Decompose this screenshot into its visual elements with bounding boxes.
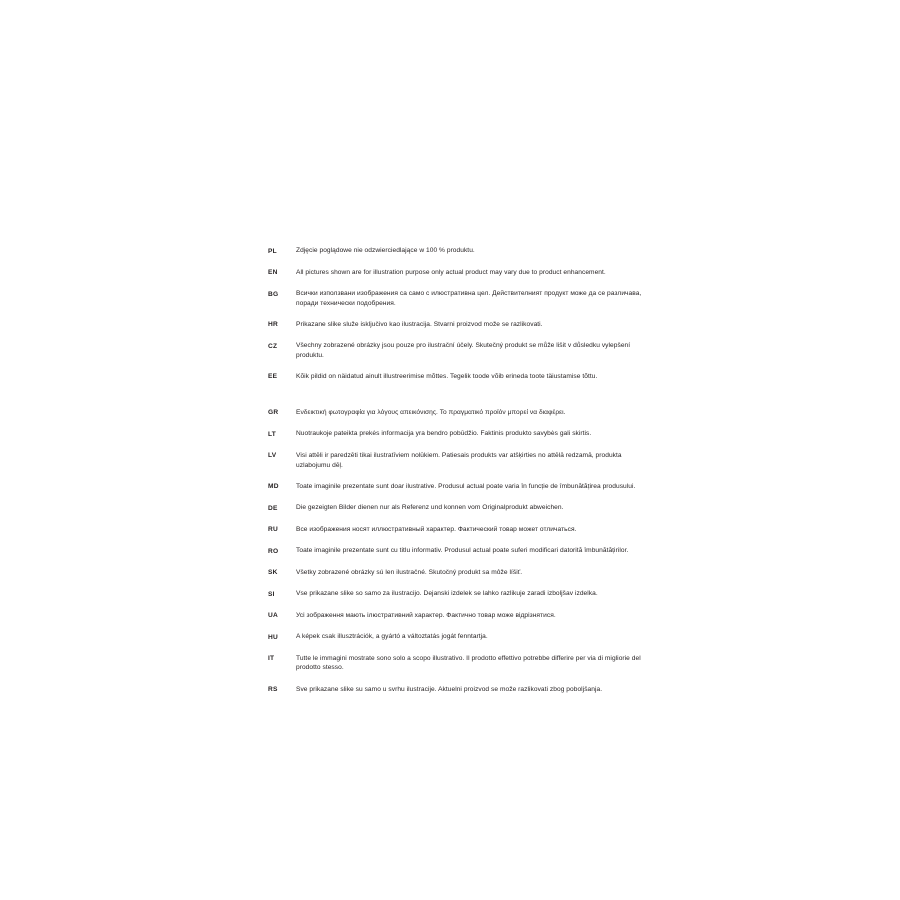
disclaimer-text: All pictures shown are for illustration purpose only actual product may vary due to product enhancement.: [296, 268, 606, 276]
disclaimer-row: [268, 372, 648, 382]
language-code: MD: [268, 483, 279, 491]
disclaimer-text: Visi attēli ir paredzēti tikai ilustratīviem nolūkiem. Patiesais produkts var atšķirties no attēlā redzamā, produkta uzlabojumu dēļ.: [296, 451, 622, 469]
disclaimer-row: [268, 525, 648, 535]
disclaimer-text: Prikazane slike služe isključivo kao ilustracija. Stvarni proizvod može se razlikovati.: [296, 320, 543, 328]
language-code: SK: [268, 569, 278, 577]
language-code: DE: [268, 504, 278, 512]
disclaimer-text: Zdjęcie poglądowe nie odzwierciedlające w 100 % produktu.: [296, 247, 475, 254]
language-code: RS: [268, 686, 278, 694]
language-code: SI: [268, 590, 275, 598]
disclaimer-row: [268, 451, 648, 470]
language-code: GR: [268, 409, 279, 417]
language-code: RO: [268, 547, 279, 555]
disclaimer-row: [268, 503, 648, 513]
disclaimer-row: [268, 568, 648, 578]
language-code: IT: [268, 655, 275, 663]
disclaimer-text: Vse prikazane slike so samo za ilustracijo. Dejanski izdelek se lahko razlikuje zaradi izboljšav izdelka.: [296, 590, 598, 598]
disclaimer-text: Všechny zobrazené obrázky jsou pouze pro ilustrační účely. Skutečný produkt se může lišit v důsledku vylepšení produktu.: [296, 342, 631, 359]
disclaimer-row: [268, 589, 648, 599]
language-code: HR: [268, 321, 278, 329]
disclaimer-row: [268, 611, 648, 621]
disclaimer-text: A képek csak illusztrációk, a gyártó a változtatás jogát fenntartja.: [296, 633, 488, 641]
language-code: RU: [268, 526, 278, 534]
disclaimer-text: Nuotraukoje pateikta prekės informacija yra bendro pobūdžio. Faktinis produkto savybės gali skirtis.: [296, 430, 592, 438]
disclaimer-text: Усі зображення мають ілюстративний характер. Фактично товар може відрізнятися.: [296, 611, 556, 619]
disclaimer-row: [268, 268, 648, 278]
language-code: EN: [268, 269, 278, 277]
disclaimer-row: [268, 246, 648, 256]
language-code: LT: [268, 430, 276, 438]
language-code: HU: [268, 633, 278, 641]
disclaimer-row: [268, 289, 648, 308]
language-code: LV: [268, 452, 277, 460]
disclaimer-text: Toate imaginile prezentate sunt doar ilustrative. Produsul actual poate varia în funcție de îmbunătățirea produsului.: [296, 482, 636, 490]
language-code: UA: [268, 612, 278, 620]
disclaimer-row: [268, 546, 648, 556]
disclaimer-row: [268, 685, 648, 695]
disclaimer-text: Все изображения носят иллюстративный характер. Фактический товар может отличаться.: [296, 525, 577, 533]
disclaimer-text: Všetky zobrazené obrázky sú len ilustračné. Skutočný produkt sa môže líšiť.: [296, 568, 523, 576]
language-code: EE: [268, 373, 278, 381]
language-code: BG: [268, 290, 279, 298]
disclaimer-text: Tutte le immagini mostrate sono solo a scopo illustrativo. Il prodotto effettivo potrebbe differire per via di migliorie del prodotto stesso.: [296, 654, 641, 672]
disclaimer-text: Ενδεικτική φωτογραφία για λόγους απεικόνισης. Το πραγματικό προϊόν μπορεί να διαφέρει.: [296, 408, 566, 416]
disclaimer-text: Sve prikazane slike su samo u svrhu ilustracije. Aktuelni proizvod se može razlikovati zbog poboljšanja.: [296, 685, 603, 693]
disclaimer-row: [268, 341, 648, 360]
language-code: CZ: [268, 342, 278, 350]
disclaimer-row: [268, 482, 648, 492]
disclaimer-row: [268, 654, 648, 673]
disclaimer-text: Всички използвани изображения са само с илюстративна цел. Действителният продукт може да се различава, поради технически подобрения.: [296, 290, 642, 307]
disclaimer-row: [268, 408, 648, 418]
disclaimer-row: [268, 429, 648, 439]
multilingual-disclaimer-list: [268, 246, 648, 706]
disclaimer-text: Toate imaginile prezentate sunt cu titlu informativ. Produsul actual poate suferi modificari datorită îmbunătățirilor.: [296, 547, 629, 555]
disclaimer-row: [268, 632, 648, 642]
disclaimer-text: Kõik pildid on näidatud ainult illustreerimise mõttes. Tegelik toode võib erineda toote täiustamise tõttu.: [296, 372, 598, 380]
disclaimer-row: [268, 320, 648, 330]
language-code: PL: [268, 247, 277, 255]
disclaimer-text: Die gezeigten Bilder dienen nur als Referenz und konnen vom Originalprodukt abweichen.: [296, 504, 564, 512]
